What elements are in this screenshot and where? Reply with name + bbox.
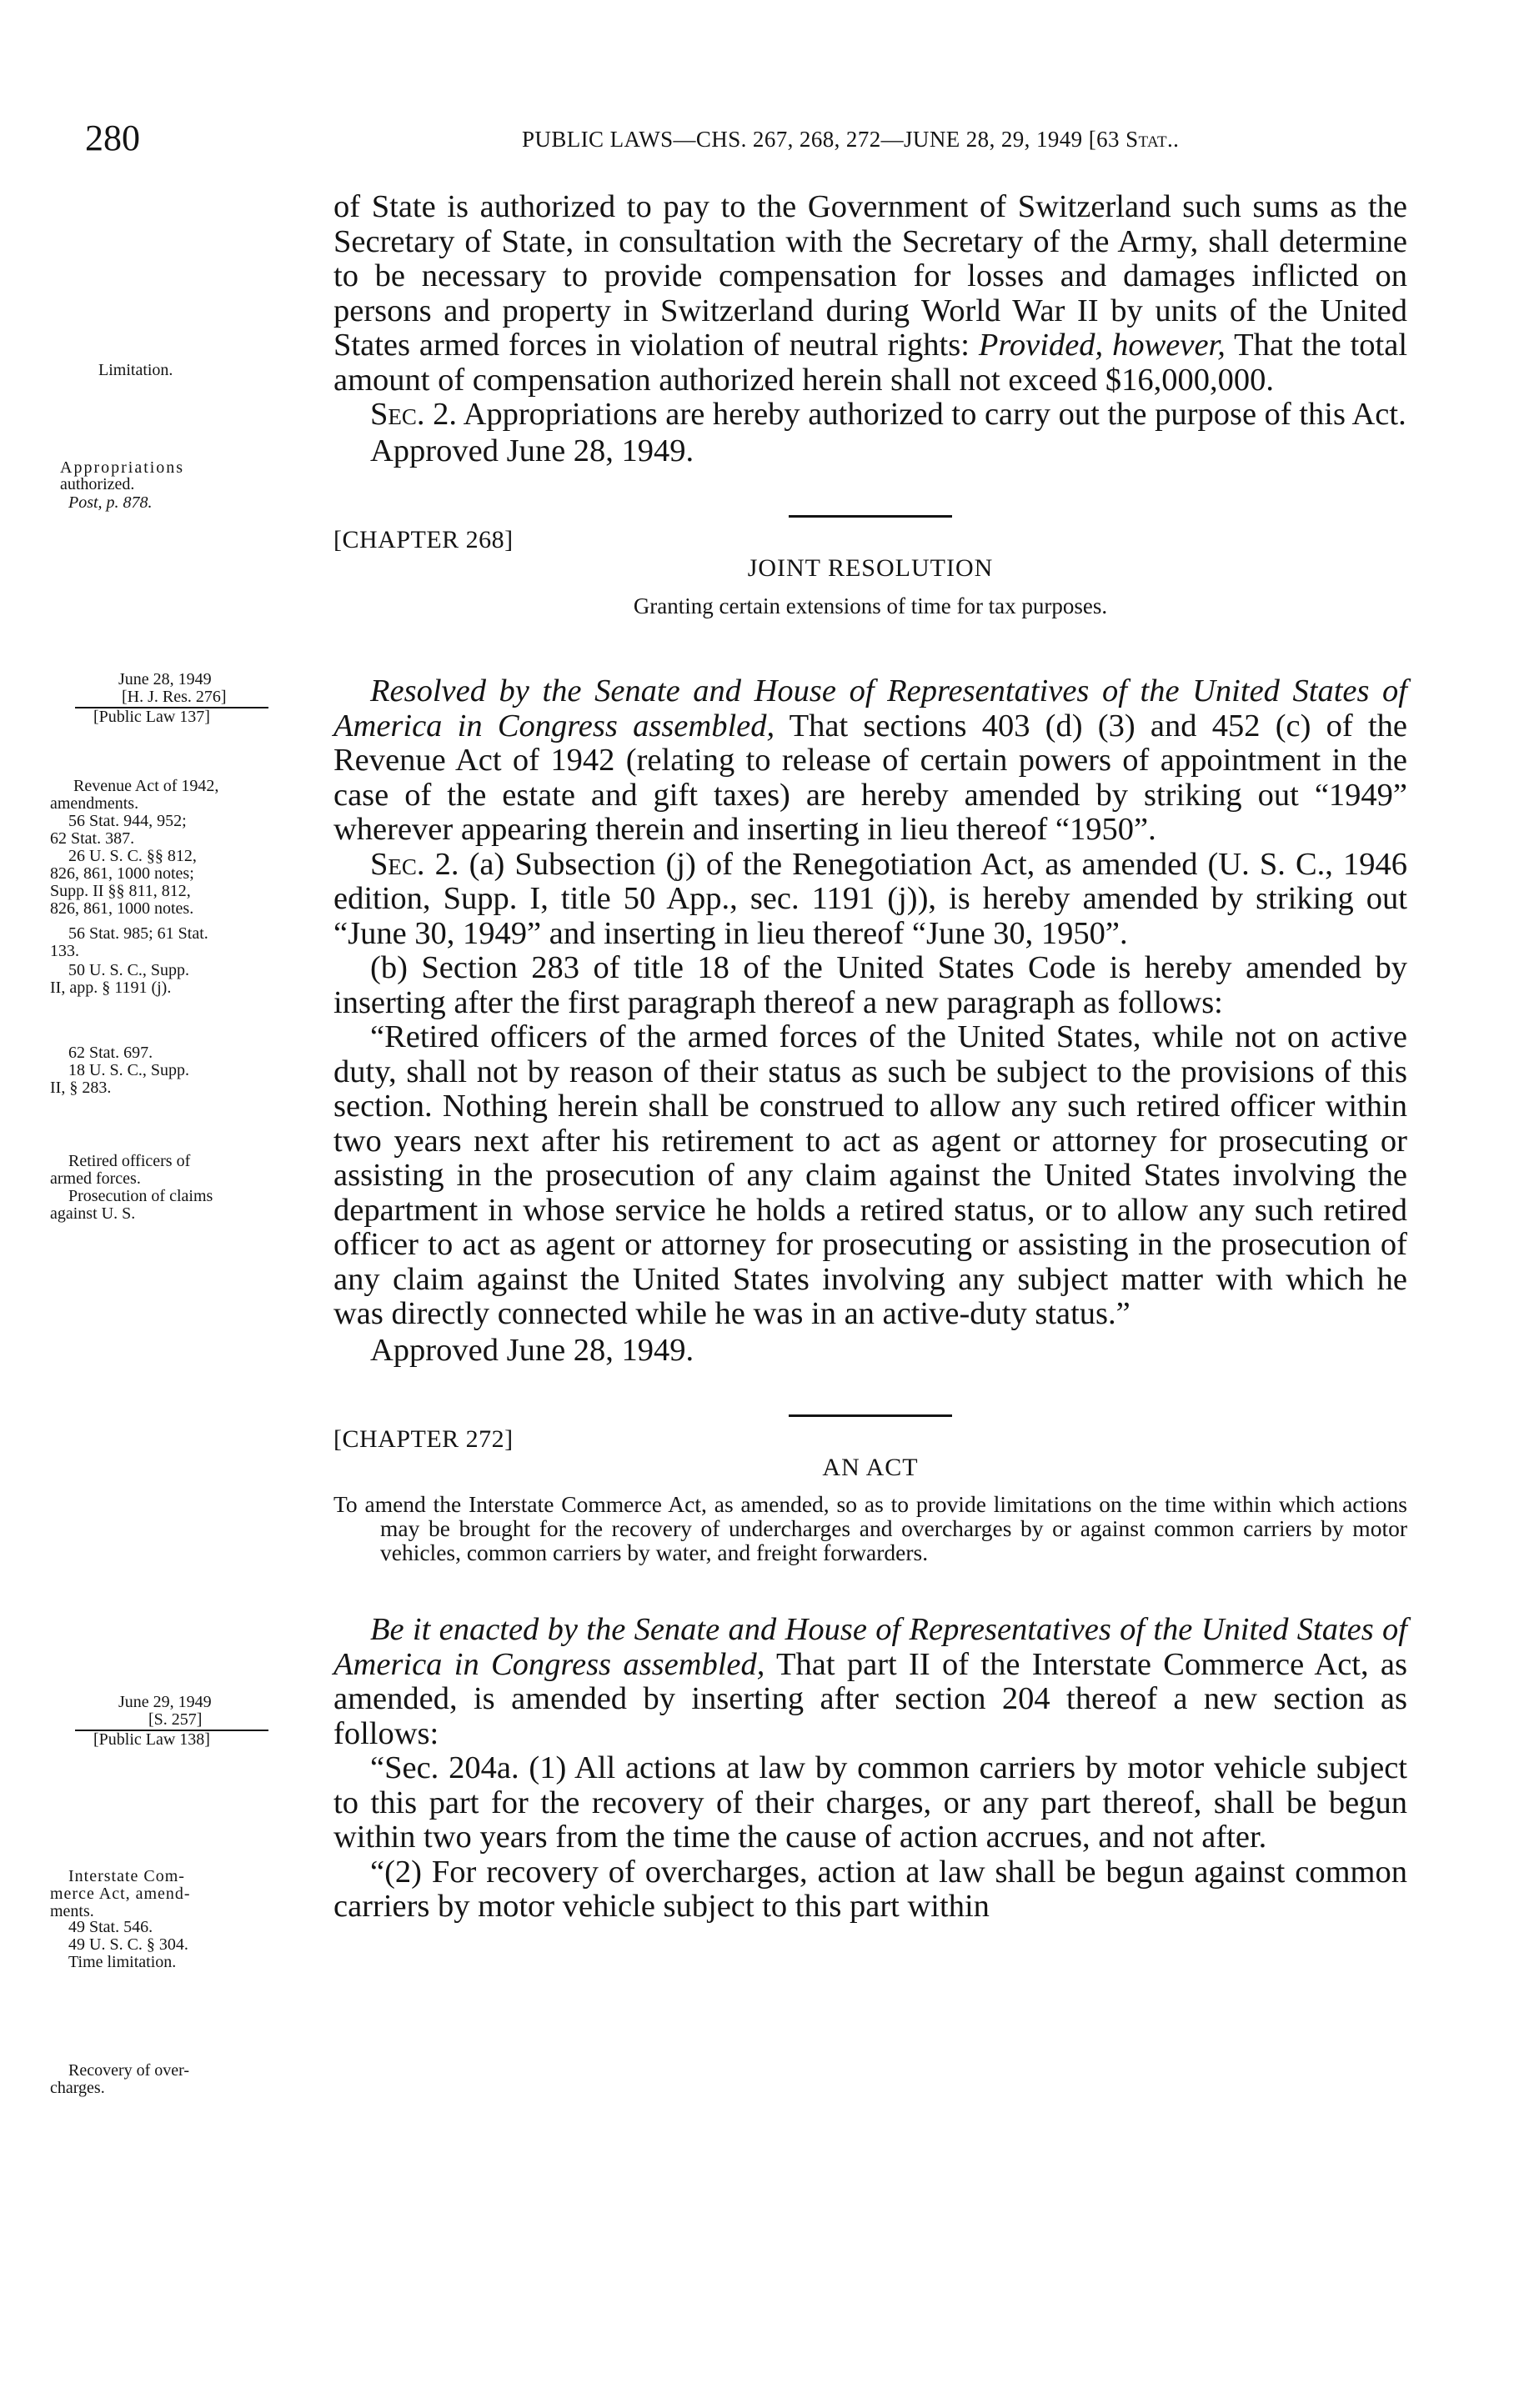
proviso-italic: Provided, however, [978,328,1226,363]
margin-note-appropriations: Appropriations [60,458,185,477]
ch268-quoted-paragraph: “Retired officers of the armed forces of the United States, while not on active duty, shall not by reason of their status as such be subject to the provisions of this section. Nothing herein shall be construed to allow any such retired officer within two years next after his retirement to act as agent or attorney for prosecuting or assisting in the prosecution of any claim against the United States involving the department in whose service he holds a retired status, or to allow any such retired officer to act as agent or attorney for prosecuting or assisting in the prosecution of any claim against the United States involving any subject matter with which he was directly connected while he was in an active-duty status.” [333,1019,1407,1331]
margin-note-prosecution-2: against U. S. [50,1204,136,1223]
margin-note-revenue-7: Supp. II §§ 811, 812, [50,882,191,900]
ch267-section-2: Sec. 2. Appropriations are hereby authorized to carry out the purpose of this Act. [370,397,1406,432]
ch268-subtitle: Granting certain extensions of time for tax purposes. [633,593,1108,618]
ch268-heading-block [333,523,1407,629]
margin-note-retired-2: armed forces. [50,1169,141,1188]
margin-note-time-limitation: Time limitation. [68,1953,177,1971]
margin-note-limitation: Limitation. [98,361,173,379]
margin-note-ch272-law: [Public Law 138] [93,1730,210,1749]
ch272-description: To amend the Interstate Commerce Act, as amended, so as to provide limitations on the time within which actions may be brought for the recovery of undercharges and overcharges by or against common carriers by motor vehicles, common carriers by water, and freight forwarders. [333,1491,1407,1565]
margin-note-revenue-4: 62 Stat. 387. [50,829,135,848]
ch272-section-204a-2: “(2) For recovery of overcharges, action at law shall be begun against common carriers by motor vehicle subject to this part within [333,1854,1407,1924]
margin-note-reneg-2: 133. [50,942,79,960]
margin-note-revenue-8: 826, 861, 1000 notes. [50,899,194,918]
page-number: 280 [85,118,140,158]
margin-note-icc-5: 49 U. S. C. § 304. [68,1935,188,1954]
margin-note-revenue-act: Revenue Act of 1942, [73,777,219,795]
margin-note-appropriations-2: authorized. [60,475,135,493]
margin-note-revenue-6: 826, 861, 1000 notes; [50,864,194,883]
ch268-section-2b: (b) Section 283 of title 18 of the United States Code is hereby amended by inserting after the first paragraph thereof a new paragraph as follows: [333,950,1407,1020]
margin-note-icc-2: merce Act, amend- [50,1885,191,1903]
margin-note-ch268-law: [Public Law 137] [93,708,210,726]
margin-note-revenue-5: 26 U. S. C. §§ 812, [68,847,197,865]
ch272-heading-block [333,1422,1407,1492]
section-divider-rule [789,1414,952,1417]
margin-note-prosecution: Prosecution of claims [68,1187,213,1205]
ch267-approved: Approved June 28, 1949. [370,433,694,468]
margin-note-code-1: 62 Stat. 697. [68,1044,153,1062]
margin-note-reneg-3: 50 U. S. C., Supp. [68,961,190,979]
ch268-title: JOINT RESOLUTION [747,554,994,582]
margin-note-code-3: II, § 283. [50,1079,112,1097]
margin-note-interstate-commerce: Interstate Com- [68,1867,185,1885]
ch272-enacting-clause: Be it enacted by the Senate and House of Representatives of the United States of America in Congress assembled, That part II of the Interstate Commerce Act, as amended, is amended by inserting after section 204 thereof a new section as follows: [333,1612,1407,1751]
margin-note-code-2: 18 U. S. C., Supp. [68,1061,190,1079]
ch267-continued-paragraph: of State is authorized to pay to the Government of Switzerland such sums as the Secretary of State, in consultation with the Secretary of the Army, shall determine to be necessary to provide compensation for losses and damages inflicted on persons and property in Switzerland during World War II by units of the United States armed forces in violation of neutral rights: Provided, however, That the total amount of compensation authorized herein shall not exceed $16,000,000. [333,189,1408,398]
section-divider-rule [789,515,952,518]
running-head-stat: Stat. [1125,127,1174,152]
ch268-chapter-label: [CHAPTER 268] [333,526,514,553]
margin-note-reneg-1: 56 Stat. 985; 61 Stat. [68,924,208,943]
ch268-resolving-clause: Resolved by the Senate and House of Representatives of the United States of America in Congress assembled, That sections 403 (d) (3) and 452 (c) of the Revenue Act of 1942 (relating to release of certain powers of appointment in the case of the estate and gift taxes) are hereby amended by striking out “1949” wherever appearing therein and inserting in lieu thereof “1950”. [333,673,1407,847]
margin-note-revenue-2: amendments. [50,794,139,813]
ch272-title: AN ACT [822,1454,919,1481]
ch272-section-204a-1: “Sec. 204a. (1) All actions at law by common carriers by motor vehicle subject to this part for the recovery of their charges, or any part thereof, shall be begun within two years from the time the cause of action accrues, and not after. [333,1750,1407,1855]
ch268-section-2a: Sec. 2. (a) Subsection (j) of the Renegotiation Act, as amended (U. S. C., 1946 edition, Supp. I, title 50 App., sec. 1191 (j)), is hereby amended by striking out “June 30, 1949” and inserting in lieu thereof “June 30, 1950”. [333,846,1408,951]
margin-note-recovery: Recovery of over- [68,2061,190,2080]
margin-note-revenue-3: 56 Stat. 944, 952; [68,812,187,830]
margin-note-recovery-2: charges. [50,2079,105,2097]
running-head: PUBLIC LAWS—CHS. 267, 268, 272—JUNE 28, 29, 1949 [63 Stat.. [522,127,1180,152]
main-text-column [333,190,1407,1925]
margin-note-icc-3: ments. [50,1902,94,1920]
margin-note-ch272-bill: [S. 257] [148,1710,203,1729]
margin-note-post-ref: Post, p. 878. [68,493,153,512]
ch272-chapter-label: [CHAPTER 272] [333,1425,514,1453]
ch268-approved: Approved June 28, 1949. [370,1332,694,1368]
margin-note-ch272-date: June 29, 1949 [118,1693,212,1711]
margin-note-reneg-4: II, app. § 1191 (j). [50,979,172,997]
running-head-text: PUBLIC LAWS—CHS. 267, 268, 272—JUNE 28, 29, 1949 [63 [522,127,1126,152]
margin-note-icc-4: 49 Stat. 546. [68,1918,153,1936]
margin-note-retired-officers: Retired officers of [68,1152,191,1170]
margin-note-ch268-date: June 28, 1949 [118,670,212,688]
margin-note-ch268-bill: [H. J. Res. 276] [122,688,227,706]
